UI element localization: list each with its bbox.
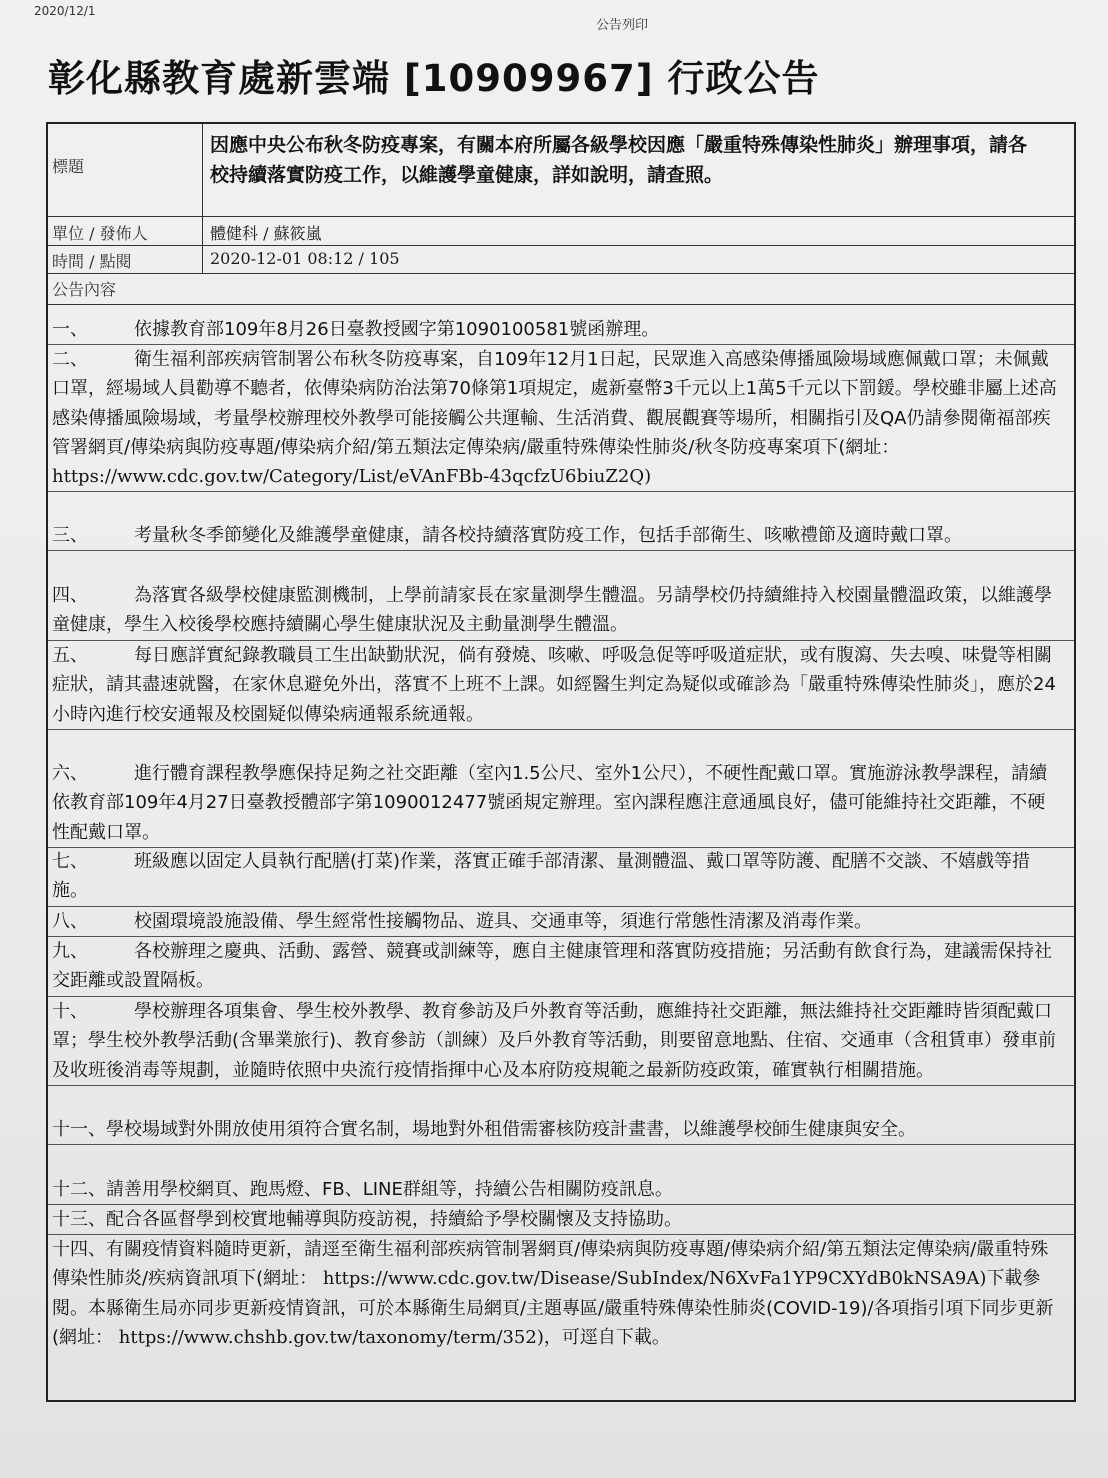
item-number: 十三、 bbox=[52, 1209, 106, 1230]
list-item bbox=[48, 847, 1074, 907]
item-number: 十二、 bbox=[52, 1179, 106, 1200]
item-number: 十、 bbox=[52, 1001, 88, 1022]
item-text: 校園環境設施設備、學生經常性接觸物品、遊具、交通車等，須進行常態性清潔及消毒作業。 bbox=[134, 911, 872, 932]
item-number: 二、 bbox=[52, 349, 88, 370]
subject-value: 因應中央公布秋冬防疫專案，有關本府所屬各級學校因應「嚴重特殊傳染性肺炎」辦理事項，請各校持續落實防疫工作，以維護學童健康，詳如說明，請查照。 bbox=[210, 134, 1028, 186]
list-item bbox=[48, 937, 1074, 997]
content-label: 公告內容 bbox=[52, 280, 117, 299]
item-number: 一、 bbox=[52, 319, 88, 340]
item-number: 十一、 bbox=[52, 1119, 106, 1140]
list-item bbox=[48, 345, 1074, 492]
item-number: 八、 bbox=[52, 911, 88, 932]
list-item bbox=[48, 1115, 1074, 1145]
item-text: 有關疫情資料隨時更新，請逕至衛生福利部疾病管制署網頁/傳染病與防疫專題/傳染病介紹/第五類法定傳染病/嚴重特殊傳染性肺炎/疾病資訊項下(網址： bbox=[52, 1239, 1049, 1290]
item-text: 學校場域對外開放使用須符合實名制，場地對外租借需審核防疫計畫書，以維護學校師生健康與安全。 bbox=[106, 1119, 916, 1140]
list-item bbox=[48, 907, 1074, 937]
unit-value: 體健科 / 蘇筱嵐 bbox=[210, 224, 322, 243]
list-item bbox=[48, 997, 1074, 1086]
list-item bbox=[48, 521, 1074, 551]
item-number: 七、 bbox=[52, 851, 88, 872]
list-item bbox=[48, 315, 1074, 345]
item-number: 四、 bbox=[52, 585, 88, 606]
item-text: 配合各區督學到校實地輔導與防疫訪視，持續給予學校關懷及支持協助。 bbox=[106, 1209, 682, 1230]
item-text: 學校辦理各項集會、學生校外教學、教育參訪及戶外教育等活動，應維持社交距離，無法維持社交距離時皆須配戴口罩；學生校外教學活動(含畢業旅行)、教育參訪（訓練）及戶外教育等活動，則要留意地點、住宿、交通車（含租賃車）發車前及收班後消毒等規劃，並隨時依照中央流行疫情指揮中心及本府防疫規範之最新防疫政策，確實執行相關措施。 bbox=[52, 1001, 1057, 1081]
item-text-end: ，可逕自下載。 bbox=[543, 1326, 670, 1348]
item-text: 進行體育課程教學應保持足夠之社交距離（室內1.5公尺、室外1公尺），不硬性配戴口罩。實施游泳教學課程，請續依教育部109年4月27日臺教授體部字第1090012477號函規定辦理。室內課程應注意通風良好，儘可能維持社交距離，不硬性配戴口罩。 bbox=[52, 763, 1048, 843]
item-url[interactable]: https://www.cdc.gov.tw/Category/List/eVAnFBb-43qcfzU6biuZ2Q) bbox=[52, 466, 652, 488]
item-text: 依據教育部109年8月26日臺教授國字第1090100581號函辦理。 bbox=[134, 319, 660, 340]
unit-label: 單位 / 發佈人 bbox=[48, 217, 203, 245]
item-text: 衛生福利部疾病管制署公布秋冬防疫專案，自109年12月1日起，民眾進入高感染傳播風險場域應佩戴口罩；未佩戴口罩，經場域人員勸導不聽者，依傳染病防治法第70條第1項規定，處新臺幣3千元以上1萬5千元以下罰鍰。學校雖非屬上述高感染傳播風險場域，考量學校辦理校外教學可能接觸公共運輸、生活消費、觀展觀賽等場所，相關指引及QA仍請參閱衛福部疾管署網頁/傳染病與防疫專題/傳染病介紹/第五類法定傳染病/嚴重特殊傳染性肺炎/秋冬防疫專案項下(網址： bbox=[52, 349, 1057, 458]
subject-row bbox=[48, 124, 1074, 217]
item-number: 三、 bbox=[52, 525, 88, 546]
item-text: 每日應詳實紀錄教職員工生出缺勤狀況，倘有發燒、咳嗽、呼吸急促等呼吸道症狀，或有腹瀉、失去嗅、味覺等相關症狀，請其盡速就醫，在家休息避免外出，落實不上班不上課。如經醫生判定為疑似或確診為「嚴重特殊傳染性肺炎」，應於24小時內進行校安通報及校園疑似傳染病通報系統通報。 bbox=[52, 645, 1056, 725]
unit-row bbox=[48, 216, 1074, 246]
item-text: 為落實各級學校健康監測機制，上學前請家長在家量測學生體溫。另請學校仍持續維持入校園量體溫政策，以維護學童健康，學生入校後學校應持續關心學生健康狀況及主動量測學生體溫。 bbox=[52, 585, 1052, 636]
announcement-table bbox=[46, 122, 1076, 1402]
time-row bbox=[48, 245, 1074, 274]
print-label: 公告列印 bbox=[596, 18, 649, 33]
list-item bbox=[48, 1235, 1074, 1352]
item-text: 考量秋冬季節變化及維護學童健康，請各校持續落實防疫工作，包括手部衛生、咳嗽禮節及適時戴口罩。 bbox=[134, 525, 962, 546]
item-url-secondary[interactable]: https://www.chshb.gov.tw/taxonomy/term/352) bbox=[118, 1326, 544, 1348]
item-url[interactable]: https://www.cdc.gov.tw/Disease/SubIndex/N6XvFa1YP9CXYdB0kNSA9A) bbox=[322, 1268, 987, 1290]
item-number: 五、 bbox=[52, 645, 88, 666]
item-text: 班級應以固定人員執行配膳(打菜)作業，落實正確手部清潔、量測體溫、戴口罩等防護、配膳不交談、不嬉戲等措施。 bbox=[52, 851, 1031, 902]
time-value: 2020-12-01 08:12 / 105 bbox=[210, 249, 400, 268]
item-number: 九、 bbox=[52, 941, 88, 962]
list-item bbox=[48, 1175, 1074, 1205]
list-item bbox=[48, 1205, 1074, 1235]
item-text: 請善用學校網頁、跑馬燈、FB、LINE群組等，持續公告相關防疫訊息。 bbox=[106, 1179, 673, 1200]
list-item bbox=[48, 581, 1074, 641]
time-label: 時間 / 點閱 bbox=[48, 245, 203, 273]
item-text: 各校辦理之慶典、活動、露營、競賽或訓練等，應自主健康管理和落實防疫措施；另活動有飲食行為，建議需保持社交距離或設置隔板。 bbox=[52, 941, 1052, 992]
subject-label: 標題 bbox=[48, 124, 203, 216]
item-number: 六、 bbox=[52, 763, 88, 784]
print-date: 2020/12/1 bbox=[34, 4, 96, 18]
item-text-continued: 下載參閱。本縣衛生局亦同步更新疫情資訊，可於本縣衛生局網頁/主題專區/嚴重特殊傳染性肺炎(COVID-19)/各項指引項下同步更新(網址： bbox=[52, 1268, 1054, 1348]
announcement-body bbox=[48, 304, 1074, 1400]
item-number: 十四、 bbox=[52, 1239, 106, 1260]
list-item bbox=[48, 641, 1074, 730]
page-title: 彰化縣教育處新雲端 [10909967] 行政公告 bbox=[48, 57, 820, 100]
list-item bbox=[48, 759, 1074, 848]
